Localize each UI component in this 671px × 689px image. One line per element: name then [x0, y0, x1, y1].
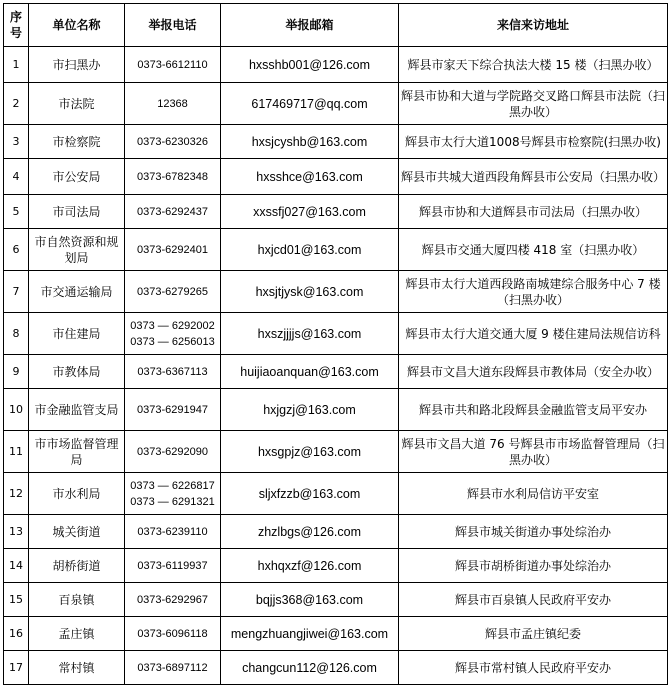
row-phone: 0373-6292401	[125, 229, 221, 271]
row-phone: 0373-6367113	[125, 355, 221, 389]
header-row	[4, 4, 668, 47]
row-unit: 胡桥街道	[29, 549, 125, 583]
row-address: 辉县市太行大道1008号辉县市检察院(扫黑办收)	[399, 125, 668, 159]
table-row	[4, 549, 668, 583]
row-address: 辉县市太行大道西段路南城建综合服务中心 7 楼（扫黑办收）	[399, 271, 668, 313]
row-unit: 城关街道	[29, 515, 125, 549]
row-phone: 0373-6292090	[125, 431, 221, 473]
table-row	[4, 515, 668, 549]
row-no: 1	[4, 47, 29, 83]
row-unit: 市自然资源和规划局	[29, 229, 125, 271]
row-no: 13	[4, 515, 29, 549]
row-email: hxsshb001@126.com	[221, 47, 399, 83]
row-address: 辉县市交通大厦四楼 418 室（扫黑办收）	[399, 229, 668, 271]
row-address: 辉县市太行大道交通大厦 9 楼住建局法规信访科	[399, 313, 668, 355]
table-row	[4, 229, 668, 271]
header-address: 来信来访地址	[399, 4, 668, 47]
row-email: sljxfzzb@163.com	[221, 473, 399, 515]
row-phone: 0373-6292437	[125, 195, 221, 229]
table-row	[4, 159, 668, 195]
row-unit: 市交通运输局	[29, 271, 125, 313]
row-unit: 市检察院	[29, 125, 125, 159]
row-email: hxsshce@163.com	[221, 159, 399, 195]
table-row	[4, 583, 668, 617]
report-contacts-table	[3, 3, 668, 685]
row-email: zhzlbgs@126.com	[221, 515, 399, 549]
row-phone: 0373-6279265	[125, 271, 221, 313]
row-unit: 市金融监管支局	[29, 389, 125, 431]
table-row	[4, 651, 668, 685]
row-unit: 常村镇	[29, 651, 125, 685]
row-address: 辉县市共和路北段辉县金融监管支局平安办	[399, 389, 668, 431]
row-address: 辉县市文昌大道 76 号辉县市市场监督管理局（扫黑办收）	[399, 431, 668, 473]
row-unit: 市水利局	[29, 473, 125, 515]
row-no: 17	[4, 651, 29, 685]
row-unit: 市教体局	[29, 355, 125, 389]
row-no: 9	[4, 355, 29, 389]
row-address: 辉县市孟庄镇纪委	[399, 617, 668, 651]
row-phone: 0373-6291947	[125, 389, 221, 431]
row-no: 11	[4, 431, 29, 473]
row-email: bqjjs368@163.com	[221, 583, 399, 617]
header-no: 序号	[4, 4, 29, 47]
row-no: 7	[4, 271, 29, 313]
row-no: 2	[4, 83, 29, 125]
header-phone: 举报电话	[125, 4, 221, 47]
row-address: 辉县市共城大道西段角辉县市公安局（扫黑办收）	[399, 159, 668, 195]
row-email: hxhqxzf@126.com	[221, 549, 399, 583]
row-email: hxsgpjz@163.com	[221, 431, 399, 473]
row-no: 14	[4, 549, 29, 583]
row-address: 辉县市水利局信访平安室	[399, 473, 668, 515]
row-email: mengzhuangjiwei@163.com	[221, 617, 399, 651]
table-row	[4, 271, 668, 313]
table-row	[4, 389, 668, 431]
table-row	[4, 431, 668, 473]
row-phone: 0373 — 6226817 0373 — 6291321	[125, 473, 221, 515]
row-address: 辉县市协和大道辉县市司法局（扫黑办收）	[399, 195, 668, 229]
row-no: 15	[4, 583, 29, 617]
table-row	[4, 47, 668, 83]
row-email: xxssfj027@163.com	[221, 195, 399, 229]
table-row	[4, 473, 668, 515]
row-unit: 市公安局	[29, 159, 125, 195]
table-row	[4, 355, 668, 389]
row-address: 辉县市胡桥街道办事处综治办	[399, 549, 668, 583]
row-email: changcun112@126.com	[221, 651, 399, 685]
row-phone: 0373 — 6292002 0373 — 6256013	[125, 313, 221, 355]
row-email: 617469717@qq.com	[221, 83, 399, 125]
row-email: huijiaoanquan@163.com	[221, 355, 399, 389]
row-email: hxjgzj@163.com	[221, 389, 399, 431]
row-no: 12	[4, 473, 29, 515]
row-phone: 0373-6897112	[125, 651, 221, 685]
row-address: 辉县市协和大道与学院路交叉路口辉县市法院（扫黑办收）	[399, 83, 668, 125]
row-unit: 孟庄镇	[29, 617, 125, 651]
table-row	[4, 83, 668, 125]
row-phone: 0373-6230326	[125, 125, 221, 159]
row-address: 辉县市城关街道办事处综治办	[399, 515, 668, 549]
row-unit: 市住建局	[29, 313, 125, 355]
row-unit: 市法院	[29, 83, 125, 125]
table-row	[4, 617, 668, 651]
row-address: 辉县市文昌大道东段辉县市教体局（安全办收）	[399, 355, 668, 389]
row-unit: 市司法局	[29, 195, 125, 229]
row-address: 辉县市百泉镇人民政府平安办	[399, 583, 668, 617]
row-phone: 0373-6239110	[125, 515, 221, 549]
row-phone: 12368	[125, 83, 221, 125]
row-no: 4	[4, 159, 29, 195]
table-row	[4, 125, 668, 159]
row-email: hxszjjjjs@163.com	[221, 313, 399, 355]
row-no: 3	[4, 125, 29, 159]
table-body	[4, 47, 668, 685]
row-unit: 百泉镇	[29, 583, 125, 617]
row-phone: 0373-6119937	[125, 549, 221, 583]
row-unit: 市市场监督管理局	[29, 431, 125, 473]
row-no: 16	[4, 617, 29, 651]
row-email: hxsjcyshb@163.com	[221, 125, 399, 159]
table-row	[4, 313, 668, 355]
row-email: hxsjtjysk@163.com	[221, 271, 399, 313]
row-phone: 0373-6292967	[125, 583, 221, 617]
header-unit: 单位名称	[29, 4, 125, 47]
row-no: 5	[4, 195, 29, 229]
header-email: 举报邮箱	[221, 4, 399, 47]
row-no: 6	[4, 229, 29, 271]
row-phone: 0373-6096118	[125, 617, 221, 651]
row-email: hxjcd01@163.com	[221, 229, 399, 271]
row-unit: 市扫黑办	[29, 47, 125, 83]
row-address: 辉县市家天下综合执法大楼 15 楼（扫黑办收）	[399, 47, 668, 83]
row-no: 10	[4, 389, 29, 431]
row-phone: 0373-6782348	[125, 159, 221, 195]
row-no: 8	[4, 313, 29, 355]
row-address: 辉县市常村镇人民政府平安办	[399, 651, 668, 685]
table-row	[4, 195, 668, 229]
row-phone: 0373-6612110	[125, 47, 221, 83]
